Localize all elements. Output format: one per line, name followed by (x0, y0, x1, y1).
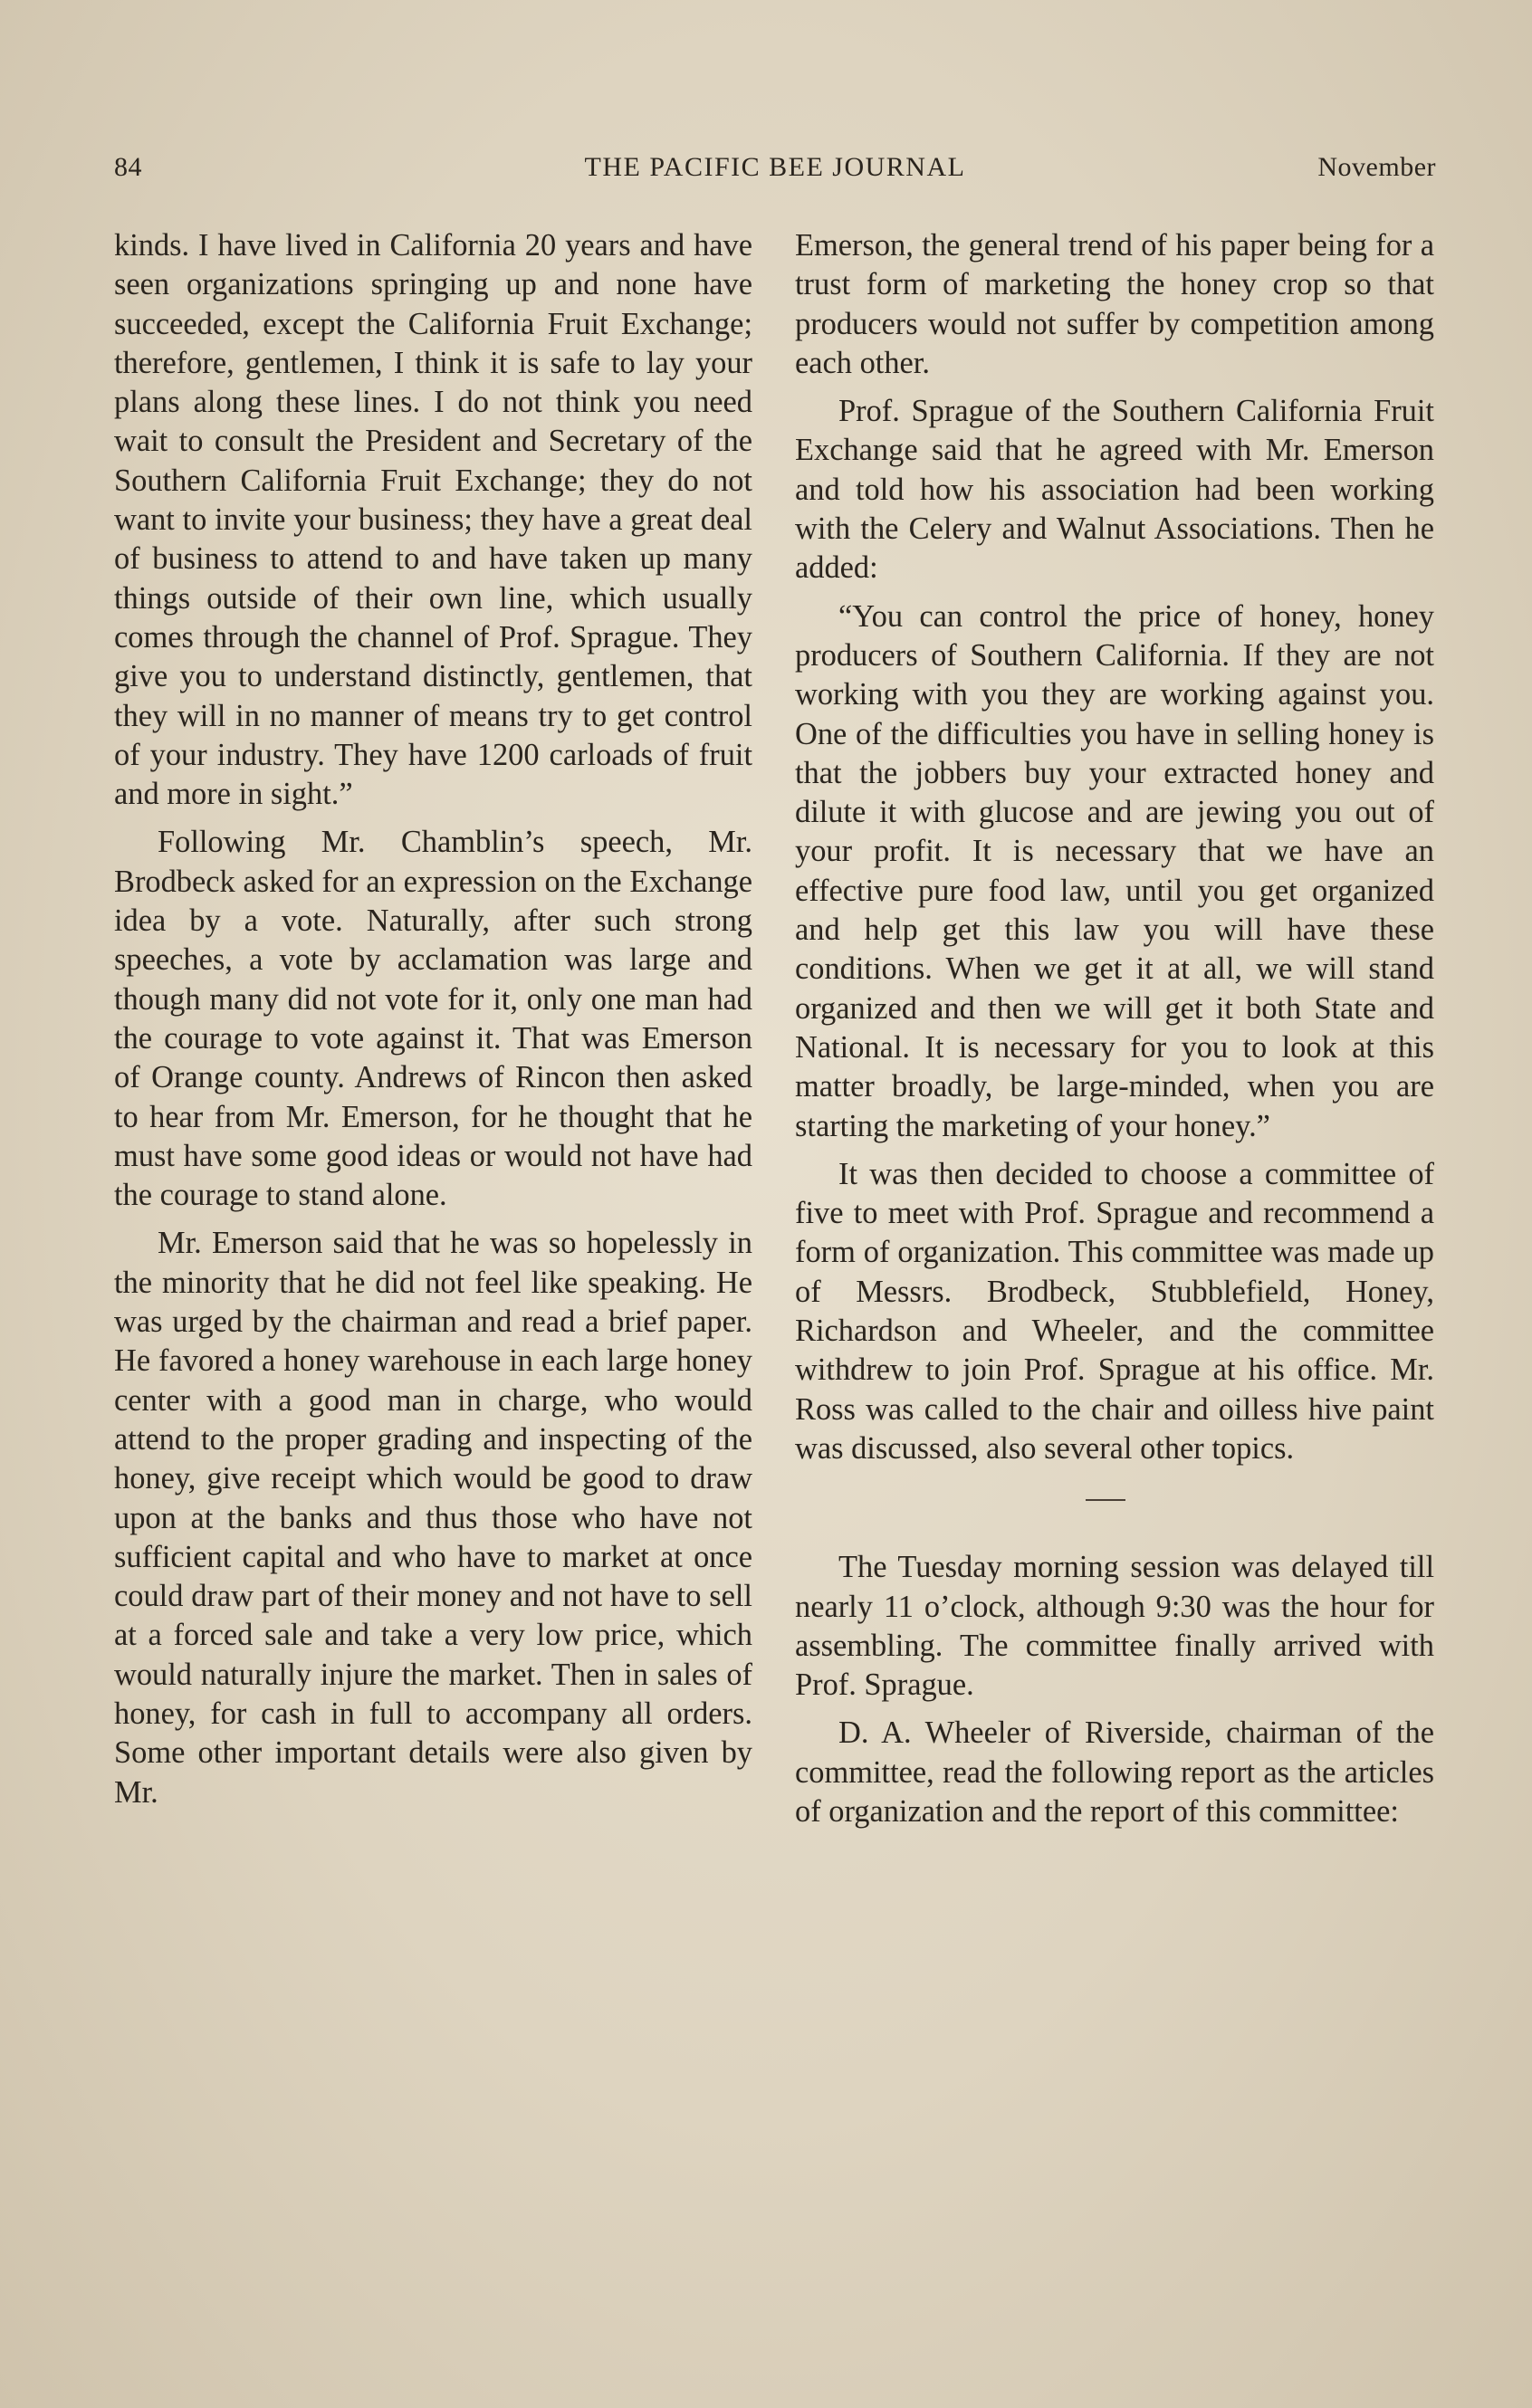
paragraph: “You can control the price of honey, honey producers of Southern California. If they are not working with you they are working against you. One of the difficulties you have in selling honey is that the jobbers buy your extracted honey and dilute it with glucose and are jewing you out of your profit. It is necessary that we have an effective pure food law, until you get organized and help get this law you will have these conditions. When we get it at all, we will stand organized and then we will get it both State and National. It is necessary for you to look at this matter broadly, be large-minded, when you are starting the marketing of your honey.” (795, 598, 1434, 1143)
running-header (114, 152, 1436, 192)
paragraph: kinds. I have lived in California 20 years and have seen organizations springing up and none have succeeded, except the California Fruit Exchange; therefore, gentlemen, I think it is safe to lay your plans along these lines. I do not think you need wait to consult the President and Secretary of the Southern California Fruit Exchange; they do not want to invite your business; they have a great deal of business to attend to and have taken up many things outside of their own line, which usually comes through the channel of Prof. Sprague. They give you to understand distinctly, gentlemen, that they will in no manner of means try to get control of your industry. They have 1200 carloads of fruit and more in sight.” (114, 228, 752, 812)
paragraph: Following Mr. Chamblin’s speech, Mr. Brodbeck asked for an expression on the Exchange idea by a vote. Naturally, after such strong speeches, a vote by acclamation was large and though many did not vote for it, only one man had the courage to vote against it. That was Emerson of Orange county. Andrews of Rincon then asked to hear from Mr. Emerson, for he thought that he must have some good ideas or would not have had the courage to stand alone. (114, 825, 752, 1213)
paragraph: The Tuesday morning session was delayed till nearly 11 o’clock, although 9:30 was the hour for assembling. The committee finally arrived with Prof. Sprague. (795, 1550, 1434, 1703)
paragraph: Prof. Sprague of the Southern California Fruit Exchange said that he agreed with Mr. Emerson and told how his association had been working with the Celery and Walnut Associations. Then he added: (795, 394, 1434, 586)
page-number: 84 (114, 152, 142, 182)
paragraph: Mr. Emerson said that he was so hopelessly in the minority that he did not feel like speaking. He was urged by the chairman and read a brief paper. He favored a honey warehouse in each large honey center with a good man in charge, who would attend to the proper grading and inspecting of the honey, give receipt which would be good to draw upon at the banks and thus those who have not sufficient capital and who have to market at once could draw part of their money and not have to sell at a forced sale and take a very low price, which would naturally injure the market. Then in sales of honey, for cash in full to accompany all orders. Some other important details were also given by Mr. (114, 1226, 752, 1810)
issue-month: November (1317, 152, 1436, 182)
right-column (795, 226, 1434, 1831)
paragraph: Emerson, the general trend of his paper being for a trust form of marketing the honey crop so that producers would not suffer by competition among each other. (795, 228, 1434, 380)
paragraph: It was then decided to choose a committee of five to meet with Prof. Sprague and recommend a form of organization. This committee was made up of Messrs. Brodbeck, Stubblefield, Honey, Richardson and Wheeler, and the committee withdrew to join Prof. Sprague at his office. Mr. Ross was called to the chair and oilless hive paint was discussed, also several other topics. (795, 1156, 1434, 1466)
paragraph: D. A. Wheeler of Riverside, chairman of the committee, read the following report as the articles of organization and the report of this committee: (795, 1715, 1434, 1829)
section-divider (1086, 1499, 1125, 1501)
left-column (114, 226, 752, 1812)
journal-title: THE PACIFIC BEE JOURNAL (584, 152, 966, 182)
